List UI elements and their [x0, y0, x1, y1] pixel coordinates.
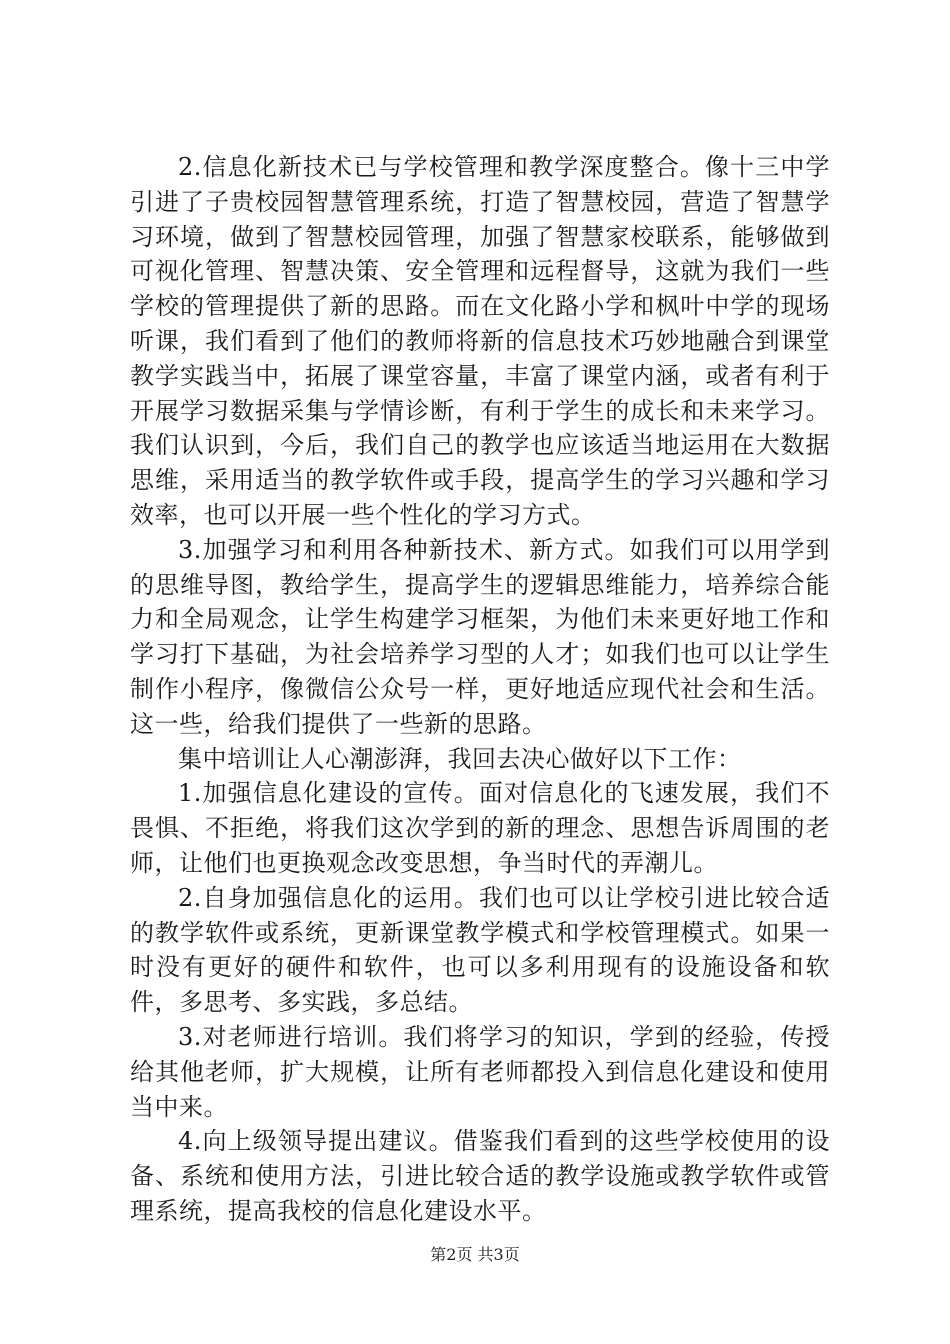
paragraph-4: 1.加强信息化建设的宣传。面对信息化的飞速发展，我们不畏惧、不拒绝，将我们这次学到的新的理念、思想告诉周围的老师，让他们也更换观念改变思想，争当时代的弄潮儿。: [130, 779, 830, 877]
paragraph-1: 2.信息化新技术已与学校管理和教学深度整合。像十三中学引进了子贵校园智慧管理系统，打造了智慧校园，营造了智慧学习环境，做到了智慧校园管理，加强了智慧家校联系，能够做到可视化管理、智慧决策、安全管理和远程督导，这就为我们一些学校的管理提供了新的思路。而在文化路小学和枫叶中学的现场听课，我们看到了他们的教师将新的信息技术巧妙地融合到课堂教学实践当中，拓展了课堂容量，丰富了课堂内涵，或者有利于开展学习数据采集与学情诊断，有利于学生的成长和未来学习。我们认识到，今后，我们自己的教学也应该适当地运用在大数据思维，采用适当的教学软件或手段，提高学生的学习兴趣和学习效率，也可以开展一些个性化的学习方式。: [130, 153, 830, 529]
paragraph-3: 集中培训让人心潮澎湃，我回去决心做好以下工作：: [178, 744, 742, 773]
page-footer: 第2页 共3页: [430, 1245, 520, 1264]
document-body: [130, 150, 830, 1229]
paragraph-7: 4.向上级领导提出建议。借鉴我们看到的这些学校使用的设备、系统和使用方法，引进比较合适的教学设施或教学软件或管理系统，提高我校的信息化建设水平。: [130, 1127, 830, 1225]
paragraph-5: 2.自身加强信息化的运用。我们也可以让学校引进比较合适的教学软件或系统，更新课堂教学模式和学校管理模式。如果一时没有更好的硬件和软件，也可以多利用现有的设施设备和软件，多思考、多实践，多总结。: [130, 883, 830, 1017]
paragraph-2: 3.加强学习和利用各种新技术、新方式。如我们可以用学到的思维导图，教给学生，提高学生的逻辑思维能力，培养综合能力和全局观念，让学生构建学习框架，为他们未来更好地工作和学习打下基础，为社会培养学习型的人才；如我们也可以让学生制作小程序，像微信公众号一样，更好地适应现代社会和生活。这一些，给我们提供了一些新的思路。: [130, 535, 830, 738]
paragraph-6: 3.对老师进行培训。我们将学习的知识，学到的经验，传授给其他老师，扩大规模，让所有老师都投入到信息化建设和使用当中来。: [130, 1022, 830, 1121]
